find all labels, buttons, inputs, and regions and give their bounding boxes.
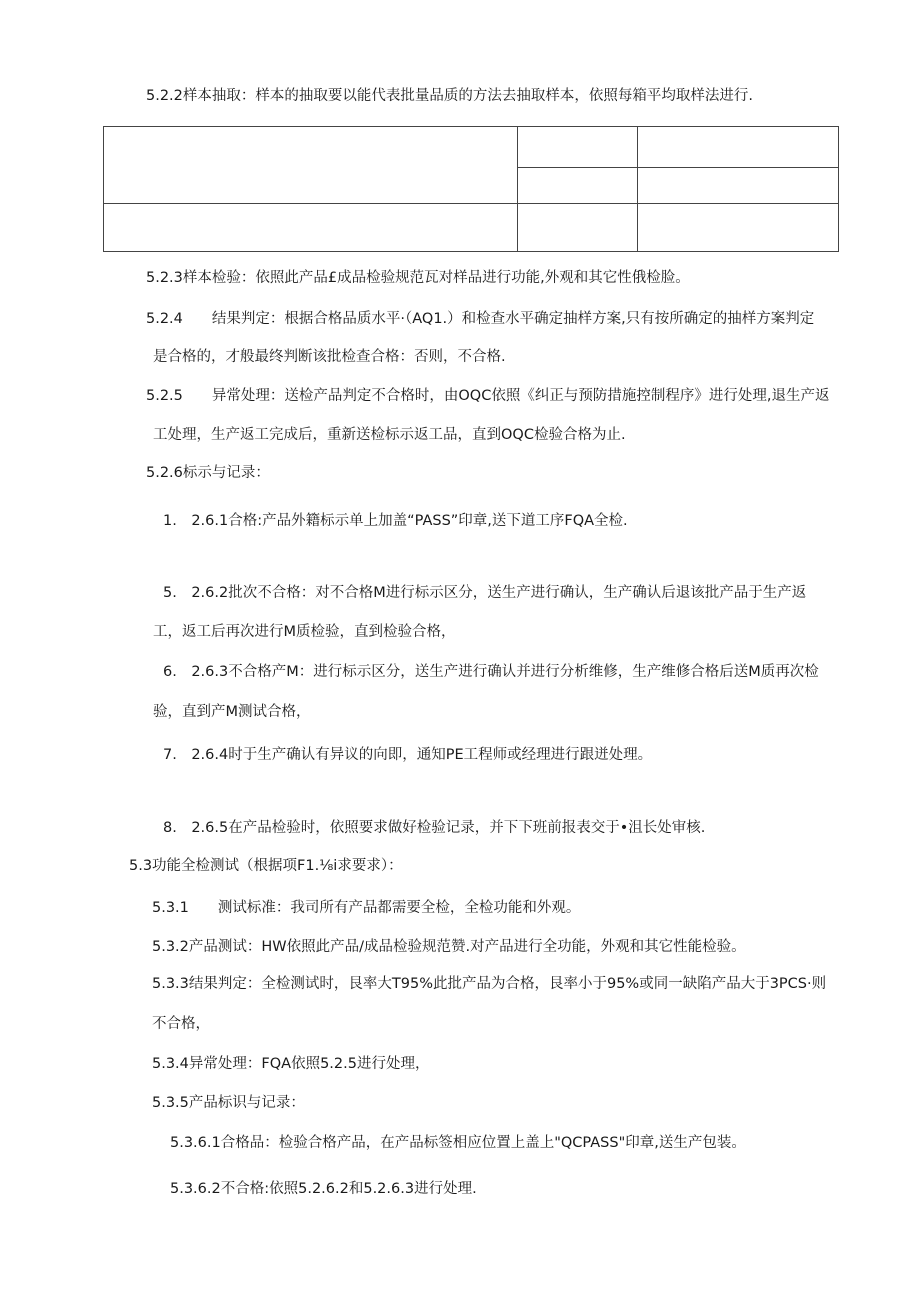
item-2-6-3-cont: 验，直到产M测试合格， bbox=[153, 704, 311, 720]
para-5-3-4: 5.3.4异常处理：FQA依照5.2.5进行处理， bbox=[152, 1056, 430, 1072]
para-5-3-3-cont: 不合格， bbox=[152, 1016, 210, 1032]
sampling-table bbox=[103, 126, 839, 252]
item-2-6-2-cont: 工，返工后再次进行M质检验，直到检验合格， bbox=[153, 624, 456, 640]
item-2-6-3: 6. 2.6.3不合格产M：进行标示区分，送生产进行确认并进行分析维修，生产维修合格后送M质再次检 bbox=[163, 664, 819, 680]
item-2-6-4: 7. 2.6.4时于生产确认有异议的向即，通知PE工程师或经理进行跟迸处理。 bbox=[163, 747, 653, 763]
item-5-3-6-1: 5.3.6.1合格品：检验合格产品，在产品标签相应位置上盖上"QCPASS"印章,送生产包装。 bbox=[170, 1135, 746, 1151]
para-5-2-3: 5.2.3样本检验：依照此产品£成品检验规范瓦对样品进行功能,外观和其它性俄检脸。 bbox=[146, 270, 690, 286]
item-2-6-1: 1. 2.6.1合格:产品外籍标示单上加盖“PASS”印章,送下道工序FQA全检. bbox=[163, 513, 628, 529]
table-row-divider bbox=[517, 167, 838, 168]
para-5-2-5-cont: 工处理，生产返工完成后，重新送检标示返工品，直到OQC检验合格为止. bbox=[153, 427, 626, 443]
item-2-6-5: 8. 2.6.5在产品检验时，依照要求做好检验记录，并下下班前报表交于•沮长处审核. bbox=[163, 820, 706, 836]
para-5-2-5: 5.2.5 异常处理：送检产品判定不合格时，由OQC依照《纠正与预防措施控制程序》进行处理,退生产返 bbox=[146, 388, 830, 404]
para-5-2-4-cont: 是合格的，才般最终判断该批检查合格：否则，不合格. bbox=[153, 349, 506, 365]
table-row-divider bbox=[104, 203, 838, 204]
item-5-3-6-2: 5.3.6.2不合格:依照5.2.6.2和5.2.6.3进行处理. bbox=[170, 1181, 477, 1197]
para-5-2-6: 5.2.6标示与记录： bbox=[146, 465, 270, 481]
section-5-3: 5.3功能全检测试（根据项F1.⅛i求要求）： bbox=[129, 858, 403, 874]
table-col-divider bbox=[517, 127, 518, 251]
table-col-divider bbox=[637, 127, 638, 251]
para-5-3-3: 5.3.3结果判定：全检测试时，艮率大T95%此批产品为合格，艮率小于95%或同一缺陷产品大于3PCS·则 bbox=[152, 976, 827, 992]
para-5-3-2: 5.3.2产品测试：HW依照此产品/成品检验规范赞.对产品进行全功能，外观和其它性能检验。 bbox=[152, 939, 746, 955]
item-2-6-2: 5. 2.6.2批次不合格：对不合格M进行标示区分，送生产进行确认，生产确认后退该批产品于生产返 bbox=[163, 585, 807, 601]
para-5-3-1: 5.3.1 测试标准：我司所有产品都需要全检，全检功能和外观。 bbox=[152, 900, 581, 916]
para-5-3-5: 5.3.5产品标识与记录： bbox=[152, 1095, 305, 1111]
para-5-2-4: 5.2.4 结果判定：根据合格品质水平·（AQ1.）和检查水平确定抽样方案,只有按所确定的抽样方案判定 bbox=[146, 311, 815, 327]
para-5-2-2: 5.2.2样本抽取：样本的抽取要以能代表批量品质的方法去抽取样本，依照每箱平均取样法进行. bbox=[146, 88, 753, 104]
